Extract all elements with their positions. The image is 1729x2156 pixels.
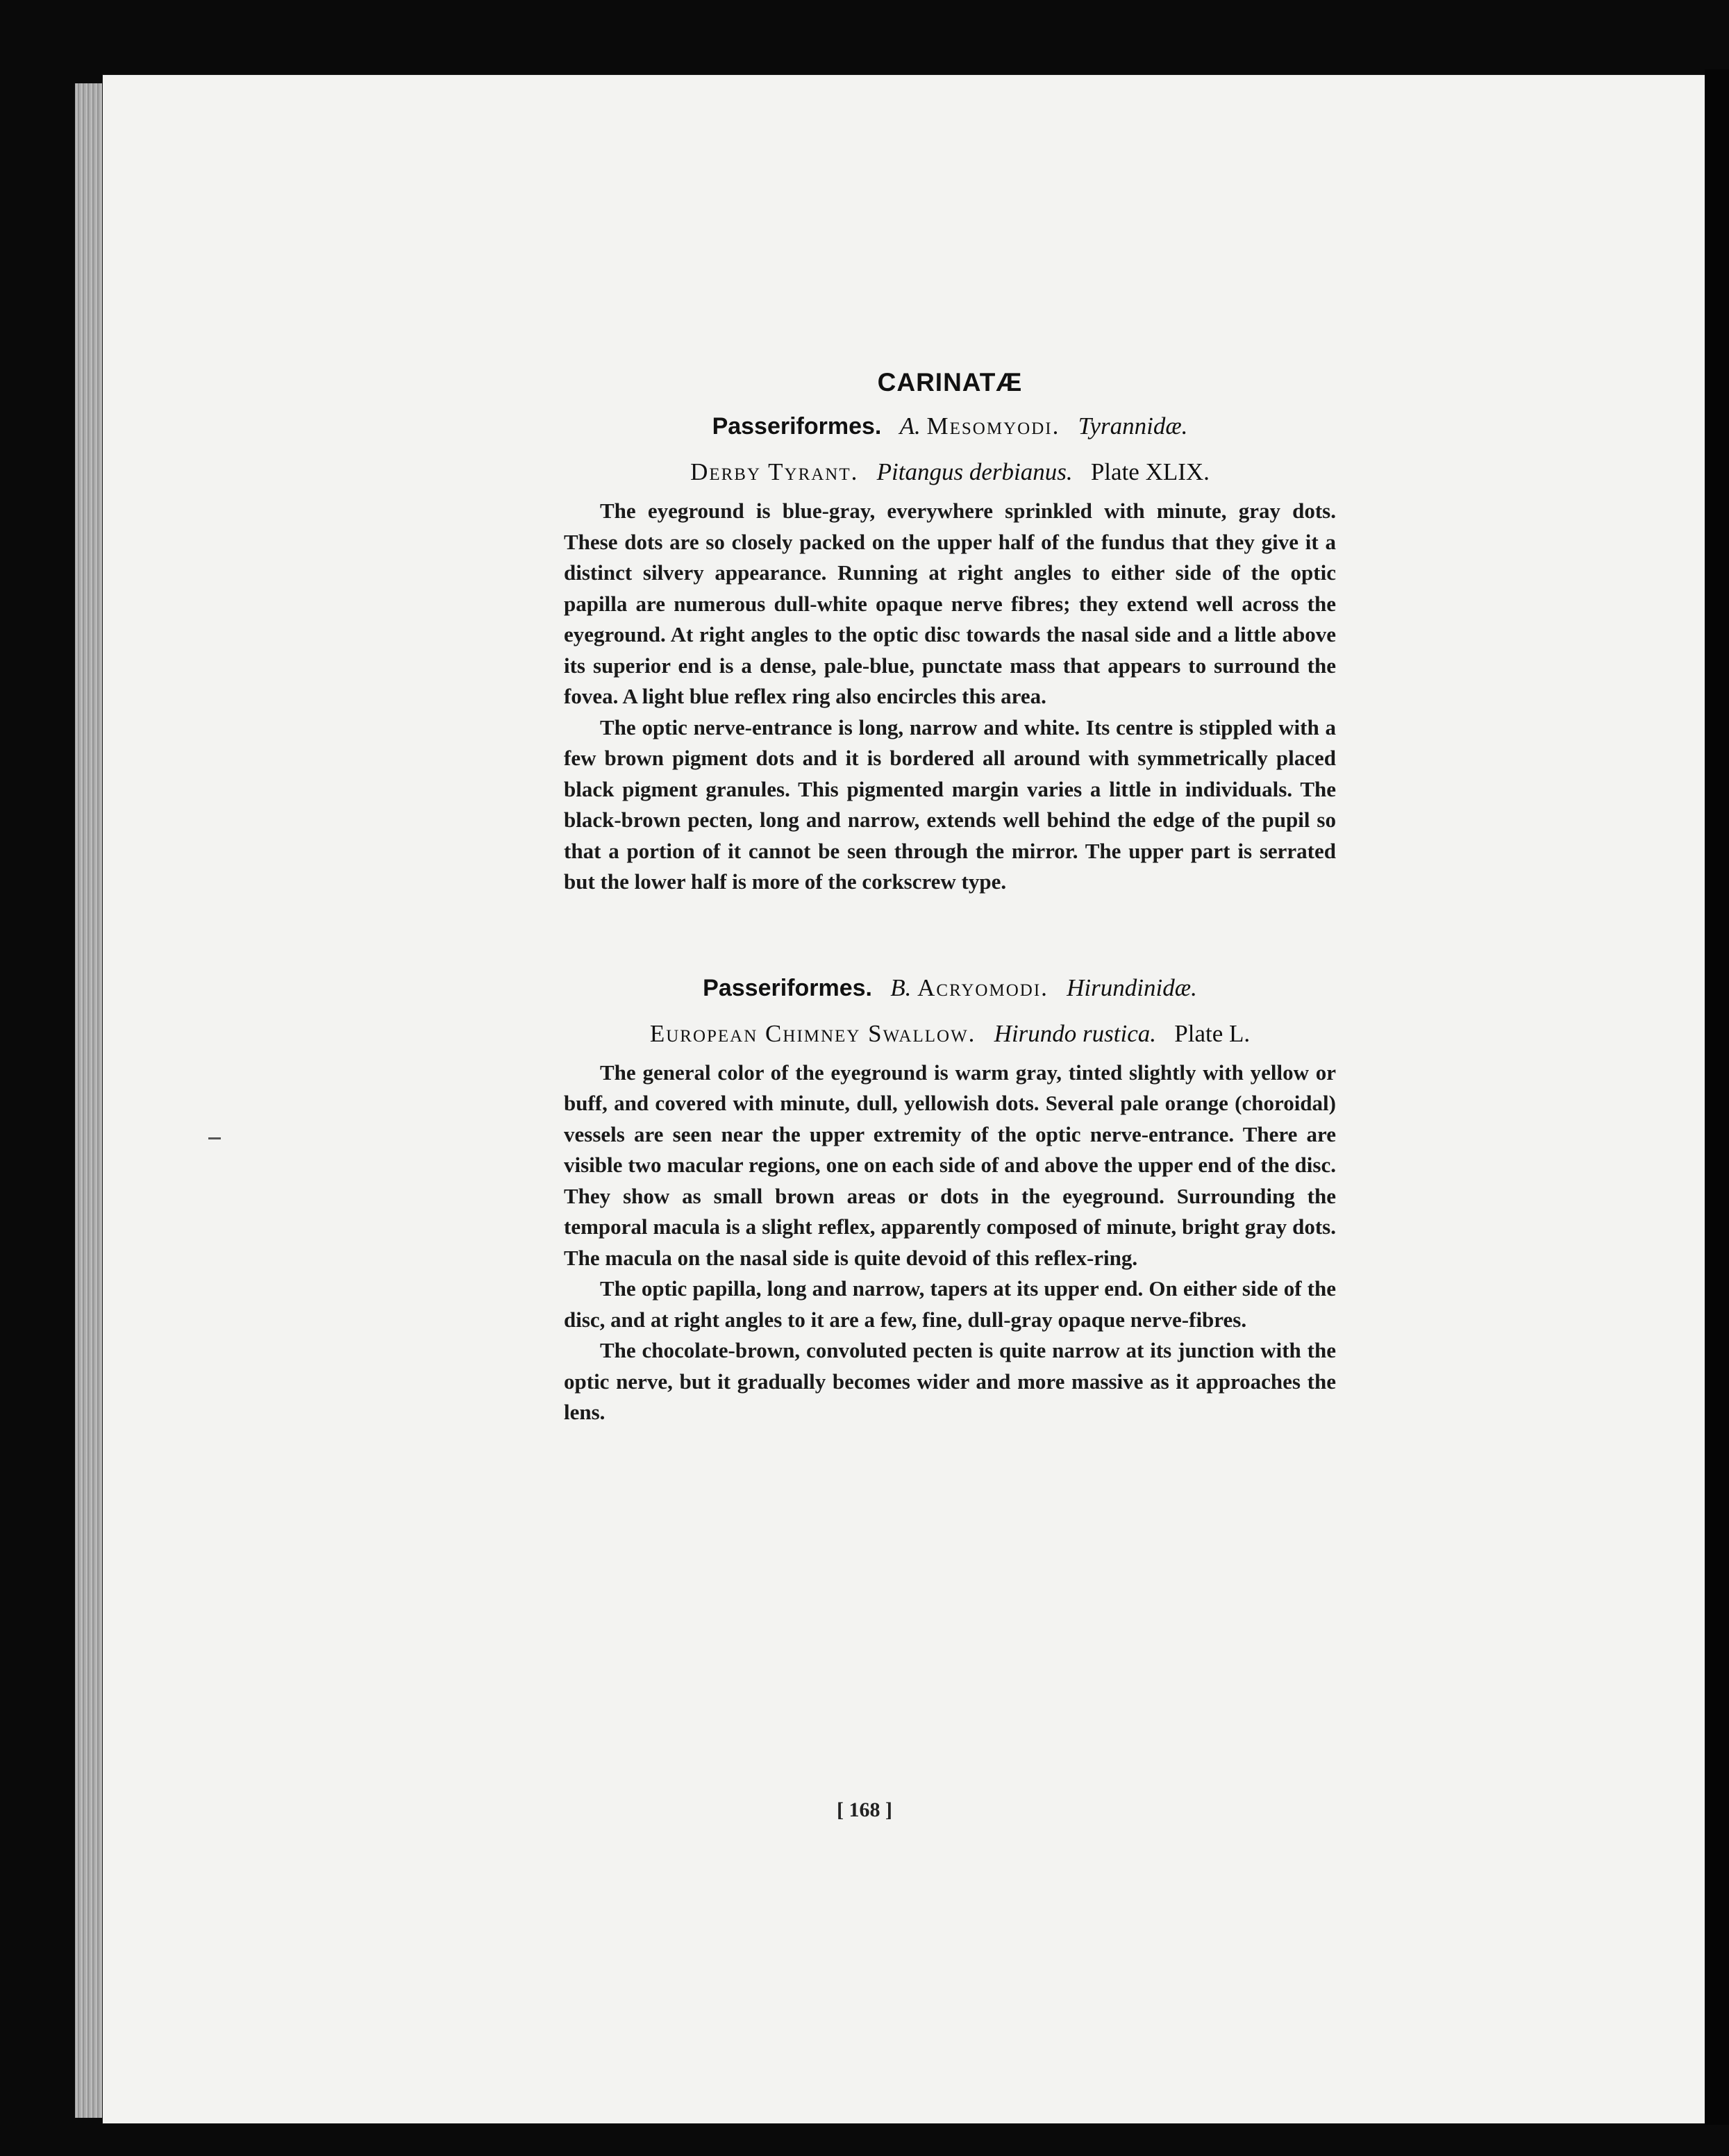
section2-paragraph: The chocolate-brown, convoluted pecten is quite narrow at its junction with the optic nerve, but it gradually becomes wider and more massive as it approaches the lens.: [564, 1338, 1336, 1424]
section2-species-common: European Chimney Swallow.: [649, 1019, 976, 1047]
section1-suborder: Mesomyodi.: [926, 412, 1060, 440]
section2-order: Passeriformes.: [703, 974, 872, 1001]
section2-species-line: [564, 1020, 1336, 1048]
section2-paragraph: The optic papilla, long and narrow, tapers at its upper end. On either side of the disc, and at right angles to it are a few, fine, dull-gray opaque nerve-fibres.: [564, 1276, 1336, 1332]
section1-plate: Plate XLIX.: [1090, 458, 1210, 485]
section2-order-line: [564, 974, 1336, 1002]
section2-suborder: Acryomodi.: [917, 973, 1049, 1001]
section1-order-line: [564, 412, 1336, 440]
section1-species-line: [564, 458, 1336, 486]
section1-species-common: Derby Tyrant.: [690, 458, 859, 485]
section1-paragraph: The optic nerve-entrance is long, narrow and white. Its centre is stippled with a few brown pigment dots and it is bordered all around with symmetrically placed black pigment granules. This pigmented margin varies a little in individuals. The black-brown pecten, long and narrow, extends well behind the edge of the pupil so that a portion of it cannot be seen through the mirror. The upper part is serrated but the lower half is more of the corkscrew type.: [564, 715, 1336, 894]
section1-family: Tyrannidæ.: [1078, 412, 1188, 440]
page-number: [ 168 ]: [837, 1798, 892, 1821]
section2-plate: Plate L.: [1174, 1019, 1251, 1047]
section2-species-latin: Hirundo rustica.: [994, 1019, 1157, 1047]
section2-paragraph: The general color of the eyeground is warm gray, tinted slightly with yellow or buff, and covered with minute, dull, yellowish dots. Several pale orange (choroidal) vessels are seen near the upper extremity of the optic nerve-entrance. There are visible two macular regions, one on each side of and above the upper end of the disc. They show as small brown areas or dots in the eyeground. Surrounding the temporal macula is a slight reflex, apparently composed of minute, bright gray dots. The macula on the nasal side is quite devoid of this reflex-ring.: [564, 1060, 1336, 1270]
page-heading: CARINATÆ: [877, 368, 1023, 396]
section2-suborder-letter: B.: [890, 973, 912, 1001]
section1-order: Passeriformes.: [712, 413, 882, 440]
section2-family: Hirundinidæ.: [1067, 973, 1197, 1001]
margin-mark: [208, 1137, 221, 1139]
section1-paragraph: The eyeground is blue-gray, everywhere sprinkled with minute, gray dots. These dots are so closely packed on the upper half of the fundus that they give it a distinct silvery appearance. Running at right angles to either side of the optic papilla are numerous dull-white opaque nerve fibres; they extend well across the eyeground. At right angles to the optic disc towards the nasal side and a little above its superior end is a dense, pale-blue, punctate mass that appears to surround the fovea. A light blue reflex ring also encircles this area.: [564, 499, 1336, 708]
section1-suborder-letter: A.: [899, 412, 921, 440]
section1-species-latin: Pitangus derbianus.: [876, 458, 1073, 485]
page-text: [564, 368, 1336, 1428]
